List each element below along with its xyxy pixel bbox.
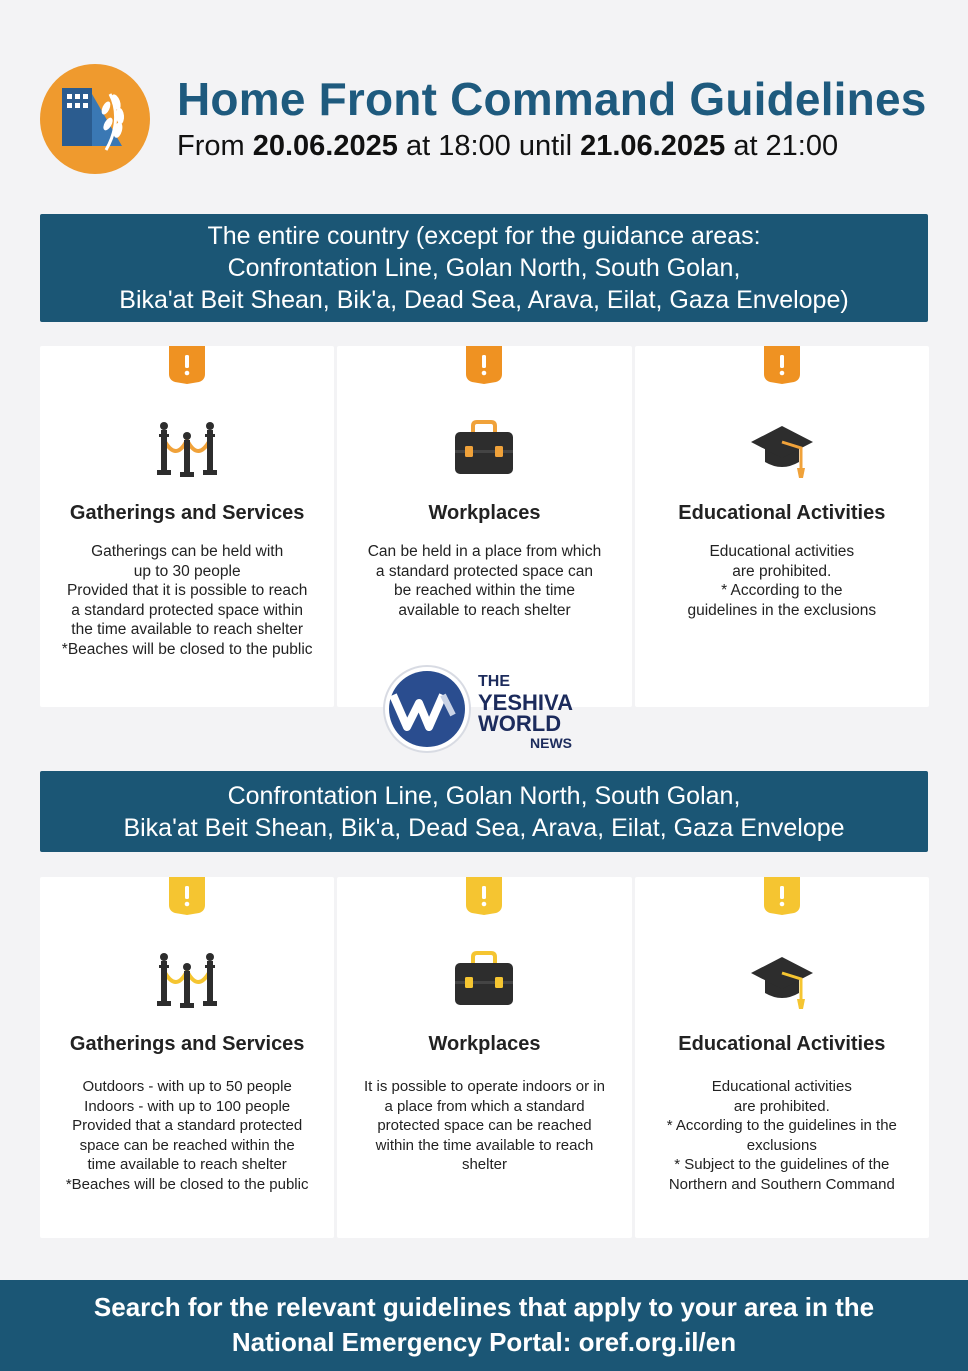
card-workplaces (337, 346, 631, 707)
card-text-line: *Beaches will be closed to the public (61, 640, 313, 658)
card-body (46, 542, 328, 659)
graduation-cap-icon (749, 418, 815, 484)
card-title: Workplaces (428, 502, 541, 524)
banner-line: Confrontation Line, Golan North, South Golan, (227, 782, 741, 810)
graduation-cap-icon (749, 949, 815, 1015)
card-education (635, 346, 929, 707)
page-title: Home Front Command Guidelines (177, 73, 927, 125)
footer-line: Search for the relevant guidelines that apply to your area in the (93, 1292, 875, 1322)
stanchion-icon (154, 949, 220, 1015)
banner-line: The entire country (except for the guidance areas: (207, 222, 761, 250)
until-date: 21.06.2025 (580, 130, 726, 162)
card-text-line: Educational activities (709, 543, 855, 560)
card-text-line: exclusions (746, 1136, 817, 1154)
card-text-line: are prohibited. (733, 1097, 830, 1115)
watermark-line: WORLD (478, 711, 562, 736)
card-text-line: available to reach shelter (398, 601, 571, 619)
card-text-line: a place from which a standard (384, 1097, 585, 1115)
card-title: Gatherings and Services (69, 502, 305, 524)
card-text-line: Outdoors - with up to 50 people (82, 1078, 292, 1095)
banner-line: Confrontation Line, Golan North, South Golan, (227, 254, 741, 282)
watermark-line: NEWS (530, 735, 572, 751)
card-body (641, 1077, 923, 1194)
from-date: 20.06.2025 (252, 130, 398, 162)
until-time: at 21:00 (733, 130, 839, 162)
card-text-line: * According to the (721, 582, 843, 599)
card-text-line: protected space can be reached (377, 1117, 592, 1134)
card-text-line: space can be reached within the (79, 1136, 295, 1154)
from-label: From (177, 130, 245, 162)
card-title: Workplaces (428, 1033, 541, 1055)
warning-badge-icon (169, 877, 205, 915)
card-title: Educational Activities (678, 502, 886, 524)
banner-line: Bika'at Beit Shean, Bik'a, Dead Sea, Arava, Eilat, Gaza Envelope) (119, 286, 849, 314)
home-front-command-logo (40, 64, 150, 174)
card-text-line: Provided that a standard protected (72, 1117, 303, 1134)
banner-line: Bika'at Beit Shean, Bik'a, Dead Sea, Arava, Eilat, Gaza Envelope (123, 814, 845, 842)
card-text-line: guidelines in the exclusions (687, 601, 877, 619)
stanchion-icon (154, 418, 220, 484)
warning-badge-icon (764, 346, 800, 384)
card-text-line: up to 30 people (133, 562, 241, 580)
section1-banner (40, 214, 928, 322)
card-text-line: It is possible to operate indoors or in (364, 1078, 605, 1095)
watermark-line: THE (478, 673, 510, 690)
section1-cards (40, 346, 929, 707)
card-education (635, 877, 929, 1238)
card-text-line: Provided that it is possible to reach (66, 582, 308, 599)
card-text-line: * Subject to the guidelines of the (674, 1156, 890, 1173)
footer-line: National Emergency Portal: oref.org.il/en (231, 1327, 737, 1357)
card-text-line: within the time available to reach (375, 1136, 594, 1154)
card-text-line: be reached within the time (394, 582, 575, 599)
card-title: Gatherings and Services (69, 1033, 305, 1055)
card-text-line: are prohibited. (732, 562, 832, 580)
footer-banner (0, 1280, 968, 1371)
card-text-line: Gatherings can be held with (91, 543, 284, 560)
section2-cards (40, 877, 929, 1238)
card-text-line: Can be held in a place from which (367, 543, 602, 560)
card-body (46, 1077, 328, 1194)
section2-banner (40, 771, 928, 852)
warning-badge-icon (466, 877, 502, 915)
card-text-line: shelter (461, 1156, 507, 1173)
card-text-line: Indoors - with up to 100 people (84, 1097, 291, 1115)
warning-badge-icon (169, 346, 205, 384)
card-text-line: Northern and Southern Command (668, 1175, 895, 1193)
watermark-line: YESHIVA (478, 690, 573, 715)
card-text-line: a standard protected space can (375, 562, 594, 580)
briefcase-icon (451, 418, 517, 484)
card-body (641, 542, 923, 620)
yeshiva-world-news-logo-icon (383, 665, 471, 753)
card-text-line: Educational activities (711, 1078, 852, 1095)
card-text-line: the time available to reach shelter (71, 621, 304, 638)
warning-badge-icon (764, 877, 800, 915)
card-title: Educational Activities (678, 1033, 886, 1055)
watermark-text (478, 671, 573, 752)
card-text-line: * According to the guidelines in the (666, 1117, 897, 1134)
card-text-line: time available to reach shelter (87, 1156, 287, 1173)
card-body (343, 1077, 625, 1175)
briefcase-icon (451, 949, 517, 1015)
card-gatherings (40, 346, 334, 707)
card-text-line: *Beaches will be closed to the public (65, 1175, 309, 1193)
header (40, 62, 940, 177)
warning-badge-icon (466, 346, 502, 384)
card-gatherings (40, 877, 334, 1238)
card-body (343, 542, 625, 620)
card-workplaces (337, 877, 631, 1238)
yeshiva-world-news-watermark (383, 663, 593, 758)
card-text-line: a standard protected space within (71, 601, 304, 619)
from-time: at 18:00 until (405, 130, 573, 162)
date-range (177, 130, 838, 163)
